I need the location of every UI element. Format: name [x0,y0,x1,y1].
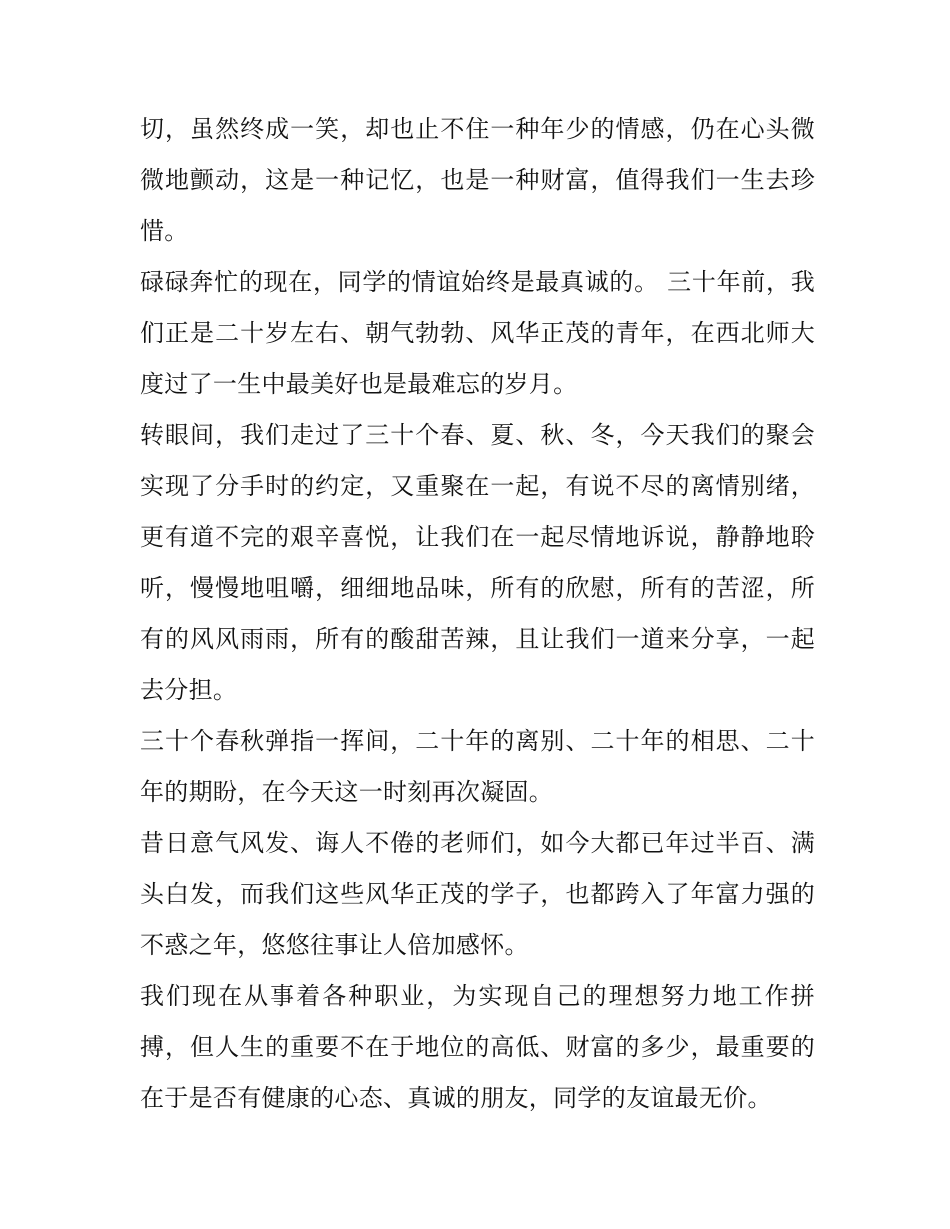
document-body [140,104,815,1124]
paragraph-2: 碌碌奔忙的现在，同学的情谊始终是最真诚的。 三十年前，我们正是二十岁左右、朝气勃勃、风华正茂的青年，在西北师大度过了一生中最美好也是最难忘的岁月。 [140,268,815,398]
paragraph-4: 三十个春秋弹指一挥间，二十年的离别、二十年的相思、二十年的期盼，在今天这一时刻再次凝固。 [140,727,815,806]
paragraph-6: 我们现在从事着各种职业，为实现自己的理想努力地工作拼搏，但人生的重要不在于地位的高低、财富的多少，最重要的在于是否有健康的心态、真诚的朋友，同学的友谊最无价。 [140,982,815,1112]
paragraph-3: 转眼间，我们走过了三十个春、夏、秋、冬，今天我们的聚会实现了分手时的约定，又重聚在一起，有说不尽的离情别绪，更有道不完的艰辛喜悦，让我们在一起尽情地诉说，静静地聆听，慢慢地咀嚼，细细地品味，所有的欣慰，所有的苦涩，所有的风风雨雨，所有的酸甜苦辣，且让我们一道来分享，一起去分担。 [140,421,815,704]
paragraph-5: 昔日意气风发、诲人不倦的老师们，如今大都已年过半百、满头白发，而我们这些风华正茂的学子，也都跨入了年富力强的不惑之年，悠悠往事让人倍加感怀。 [140,829,815,959]
paragraph-1: 切，虽然终成一笑，却也止不住一种年少的情感，仍在心头微微地颤动，这是一种记忆，也是一种财富，值得我们一生去珍惜。 [140,115,815,245]
